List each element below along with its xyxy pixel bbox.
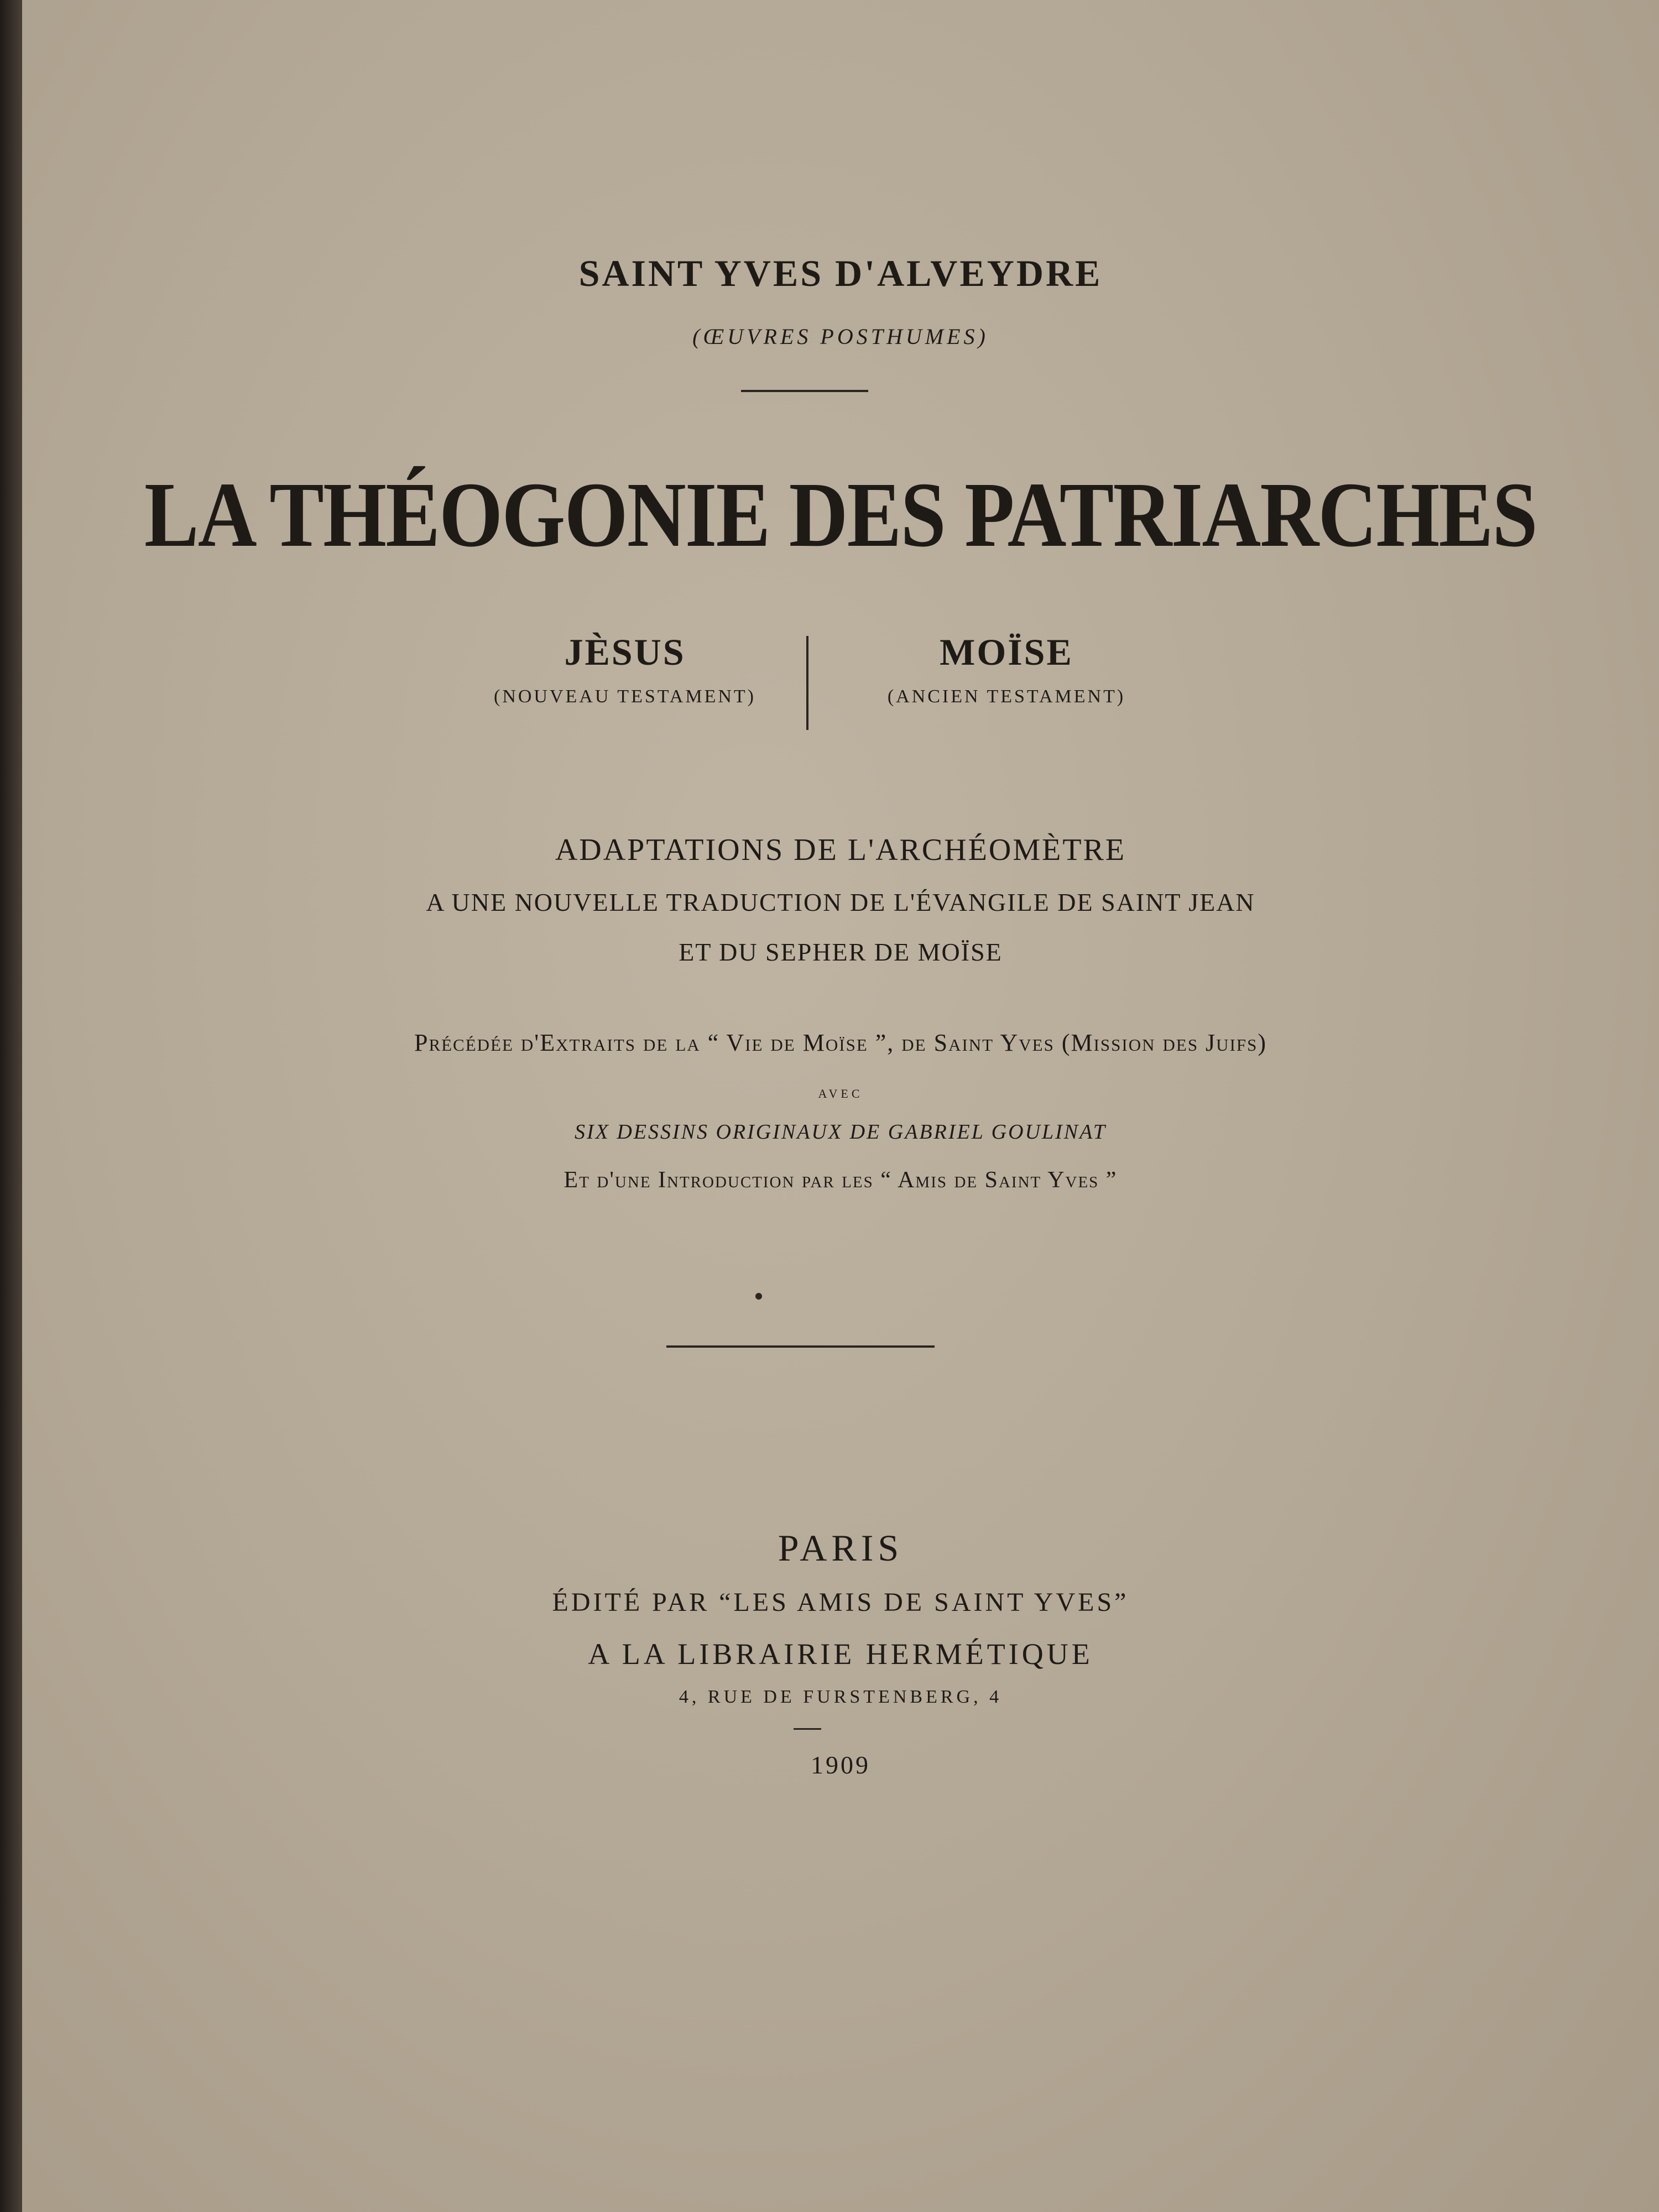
publisher-address: 4, RUE DE FURSTENBERG, 4 [679, 1687, 1003, 1707]
preceded-by-line: Précédée d'Extraits de la “ Vie de Moïse ”, de Saint Yves (Mission des Juifs) [414, 1029, 1267, 1056]
left-column [453, 630, 796, 707]
publisher-edited-by: ÉDITÉ PAR “LES AMIS DE SAINT YVES” [552, 1588, 1129, 1617]
left-column-sub: (NOUVEAU TESTAMENT) [494, 686, 756, 707]
title-page [22, 0, 1659, 2212]
adaptations-line-3: ET DU SEPHER DE MOÏSE [679, 938, 1003, 966]
author-note: (ŒUVRES POSTHUMES) [692, 324, 989, 349]
right-column-name: MOÏSE [940, 631, 1073, 673]
left-column-name: JÈSUS [564, 631, 686, 673]
author-name: SAINT YVES D'ALVEYDRE [578, 252, 1103, 294]
ornament-dot [755, 1293, 762, 1300]
right-column [835, 630, 1178, 707]
introduction-line: Et d'une Introduction par les “ Amis de Saint Yves ” [564, 1167, 1118, 1193]
book-spine-edge [0, 0, 22, 2212]
middle-rule [666, 1345, 935, 1348]
book-title: LA THÉOGONIE DES PATRIARCHES [144, 463, 1537, 566]
adaptations-line-2: A UNE NOUVELLE TRADUCTION DE L'ÉVANGILE DE SAINT JEAN [426, 888, 1255, 916]
publisher-city: PARIS [778, 1527, 904, 1569]
adaptations-line-1: ADAPTATIONS DE L'ARCHÉOMÈTRE [555, 833, 1126, 867]
drawings-line: SIX DESSINS ORIGINAUX DE GABRIEL GOULINAT [574, 1120, 1107, 1144]
top-rule [741, 390, 868, 392]
column-divider [806, 636, 808, 730]
right-column-sub: (ANCIEN TESTAMENT) [887, 686, 1126, 707]
small-rule [794, 1728, 821, 1730]
avec-line: AVEC [818, 1087, 863, 1100]
publisher-library: A LA LIBRAIRIE HERMÉTIQUE [588, 1637, 1093, 1671]
publication-year: 1909 [811, 1751, 870, 1779]
